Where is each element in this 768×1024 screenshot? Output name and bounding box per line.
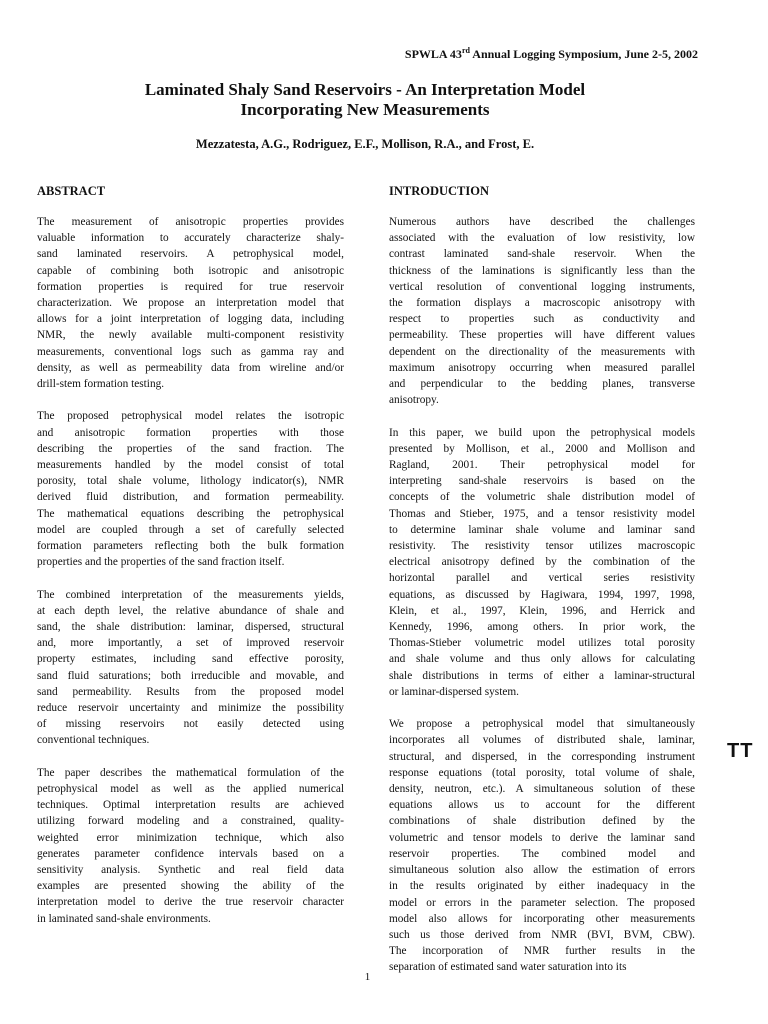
introduction-text-line: reservoir properties. The combined model and xyxy=(389,847,695,860)
introduction-paragraph xyxy=(389,425,695,700)
abstract-text-line: The proposed petrophysical model relates the isotropic xyxy=(37,410,344,423)
abstract-text-line: sand permeability. Results from the proposed model xyxy=(37,685,344,698)
introduction-text-line: structural, and dispersed, in the corresponding instrument xyxy=(389,750,695,763)
introduction-text-line: presented by Mollison, et al., 2000 and Mollison and xyxy=(389,442,695,455)
abstract-text-line: The mathematical equations describing the petrophysical xyxy=(37,507,344,520)
introduction-text-line: resistivity. The resistivity tensor utilizes macroscopic xyxy=(389,540,695,553)
abstract-text-line: and anisotropic formation properties with those xyxy=(37,426,344,439)
introduction-text-line: dependent on the directionality of the measurements with xyxy=(389,345,695,358)
abstract-text-line: sensitivity analysis. Synthetic and real field data xyxy=(37,864,344,877)
introduction-text-line: such us those derived from NMR (BVI, BVM, CBW). xyxy=(389,928,695,941)
abstract-text-line: property estimates, including sand effective porosity, xyxy=(37,653,344,666)
introduction-text-line: Thomas-Stieber volumetric model utilizes total porosity xyxy=(389,637,695,650)
abstract-text-line: characterization. We propose an interpretation model that xyxy=(37,297,344,310)
abstract-text-line: sand laminated reservoirs. A petrophysical model, xyxy=(37,248,344,261)
abstract-text-line: formation parameters reflecting both the bulk formation xyxy=(37,540,344,553)
abstract-text-line: The measurement of anisotropic properties provides xyxy=(37,216,344,228)
abstract-text-line: allows for a joint interpretation of logging data, including xyxy=(37,313,344,326)
introduction-text-line: interpreting sand-shale reservoirs is based on the xyxy=(389,475,695,488)
introduction-text-line: anisotropy. xyxy=(389,394,439,407)
introduction-text-line: concepts of the volumetric shale distribution model of xyxy=(389,491,695,504)
abstract-text-line: model are coupled through a set of carefully selected xyxy=(37,523,344,536)
introduction-text-line: permeability. These properties will have different values xyxy=(389,329,695,342)
introduction-text-line: electrical anisotropy defined by the combination of the xyxy=(389,556,695,569)
abstract-text-line: NMR, the newly available multi-component resistivity xyxy=(37,329,344,342)
introduction-text-line: model or errors in the parameter selection. The proposed xyxy=(389,896,695,909)
introduction-text-line: separation of estimated sand water saturation into its xyxy=(389,961,627,974)
abstract-text-line: derived fluid distribution, and formation permeability. xyxy=(37,491,344,504)
introduction-text-line: In this paper, we build upon the petrophysical models xyxy=(389,426,695,439)
introduction-text-line: volumetric and tensor models to derive the laminar sand xyxy=(389,831,695,844)
introduction-text-line: incorporates all volumes of distributed shale, laminar, xyxy=(389,734,695,747)
introduction-paragraph xyxy=(389,716,695,975)
left-column xyxy=(37,183,344,927)
introduction-text-line: equations, as discussed by Hagiwara, 1994, 1997, 1998, xyxy=(389,588,695,601)
abstract-text-line: drill-stem formation testing. xyxy=(37,378,165,391)
abstract-heading: ABSTRACT xyxy=(37,184,106,198)
abstract-text-line: weighted error minimization technique, which also xyxy=(37,831,344,844)
abstract-text-line: sand, the shale distribution: laminar, dispersed, structural xyxy=(37,621,344,634)
introduction-text-line: thickness of the laminations is significantly less than the xyxy=(389,264,695,277)
abstract-text-line: density, as well as permeability data from wireline and/or xyxy=(37,361,344,374)
abstract-text-line: generates parameter confidence intervals based on a xyxy=(37,847,344,860)
paper-title xyxy=(0,80,730,120)
introduction-heading: INTRODUCTION xyxy=(389,184,490,198)
introduction-body xyxy=(389,214,695,976)
abstract-text-line: properties and the properties of the sand fraction itself. xyxy=(37,556,285,569)
introduction-text-line: respect to properties such as conductivity and xyxy=(389,313,695,326)
introduction-text-line: Klein, et al., 1997, Klein, 1996, and Herrick and xyxy=(389,604,695,617)
introduction-text-line: and shale volume and thus only allows for calculating xyxy=(389,653,695,666)
introduction-text-line: Thomas and Stieber, 1975, and a tensor resistivity model xyxy=(389,507,695,520)
abstract-text-line: formation properties is required for true reservoir xyxy=(37,280,344,293)
introduction-text-line: equations allows us to account for the different xyxy=(389,799,695,812)
abstract-text-line: and, more importantly, a set of improved reservoir xyxy=(37,637,344,650)
author-list: Mezzatesta, A.G., Rodriguez, E.F., Mollison, R.A., and Frost, E. xyxy=(195,137,535,151)
introduction-text-line: We propose a petrophysical model that simultaneously xyxy=(389,718,695,731)
paper-title-line-2: Incorporating New Measurements xyxy=(240,100,490,119)
abstract-text-line: utilizing forward modeling and a constrained, quality- xyxy=(37,815,344,828)
introduction-text-line: shale distributions in terms of either a laminar-structural xyxy=(389,669,695,682)
abstract-text-line: techniques. Optimal interpretation results are achieved xyxy=(37,799,344,812)
header-superscript: rd xyxy=(461,46,470,55)
abstract-text-line: at each depth level, the relative abundance of shale and xyxy=(37,604,344,617)
abstract-paragraph xyxy=(37,214,344,392)
introduction-text-line: simultaneous solution also allow the estimation of errors xyxy=(389,864,695,877)
introduction-text-line: the formation displays a macroscopic anisotropy with xyxy=(389,297,695,310)
right-column xyxy=(389,183,695,976)
abstract-text-line: describing the properties of the sand fraction. The xyxy=(37,442,344,455)
introduction-text-line: combinations of shale distribution defined by the xyxy=(389,815,695,828)
introduction-text-line: or laminar-dispersed system. xyxy=(389,685,519,698)
abstract-text-line: conventional techniques. xyxy=(37,734,150,747)
abstract-text-line: measurements handled by the model consist of total xyxy=(37,459,344,472)
abstract-paragraph xyxy=(37,765,344,927)
abstract-text-line: reduce reservoir uncertainty and minimize the possibility xyxy=(37,702,344,715)
abstract-text-line: petrophysical model as well as the applied numerical xyxy=(37,783,344,796)
abstract-text-line: examples are presented showing the ability of the xyxy=(37,880,344,893)
abstract-text-line: porosity, total shale volume, lithology indicator(s), NMR xyxy=(37,475,344,488)
header-text-after: Annual Logging Symposium, June 2-5, 2002 xyxy=(469,47,698,61)
introduction-text-line: Ragland, 2001. Their petrophysical model for xyxy=(389,459,695,472)
introduction-text-line: to determine laminar shale volume and laminar sand xyxy=(389,523,695,536)
abstract-text-line: in laminated sand-shale environments. xyxy=(37,912,211,925)
running-header xyxy=(405,47,698,62)
margin-mark: TT xyxy=(727,740,754,762)
abstract-text-line: The paper describes the mathematical formulation of the xyxy=(37,766,344,779)
introduction-text-line: response equations (total porosity, total volume of shale, xyxy=(389,766,695,779)
abstract-text-line: valuable information to accurately characterize shaly- xyxy=(37,232,344,245)
abstract-text-line: interpretation model to derive the true reservoir character xyxy=(37,896,344,909)
introduction-text-line: The incorporation of NMR further results in the xyxy=(389,945,695,958)
abstract-text-line: measurements, conventional logs such as gamma ray and xyxy=(37,345,344,358)
header-text-before: SPWLA 43 xyxy=(404,47,462,61)
abstract-text-line: of missing reservoirs not easily detected using xyxy=(37,718,344,731)
abstract-paragraph xyxy=(37,408,344,570)
introduction-text-line: associated with the evaluation of low resistivity, low xyxy=(389,232,695,245)
introduction-text-line: density, neutron, etc.). A simultaneous solution of these xyxy=(389,783,695,796)
abstract-paragraph xyxy=(37,587,344,749)
paper-title-line-1: Laminated Shaly Sand Reservoirs - An Interpretation Model xyxy=(144,80,586,99)
introduction-text-line: vertical resolution of conventional logging instruments, xyxy=(389,280,695,293)
introduction-text-line: contrast laminated sand-shale reservoir. When the xyxy=(389,248,695,261)
abstract-text-line: The combined interpretation of the measurements yields, xyxy=(37,588,344,601)
introduction-text-line: Kennedy, 1996, among others. In prior work, the xyxy=(389,621,695,634)
introduction-text-line: maximum anisotropy occurring when measured parallel xyxy=(389,361,695,374)
introduction-text-line: and perpendicular to the bedding planes, transverse xyxy=(389,378,695,391)
introduction-text-line: Numerous authors have described the challenges xyxy=(389,216,695,228)
abstract-body xyxy=(37,214,344,927)
introduction-text-line: model also allows for incorporating other measurements xyxy=(389,912,695,925)
page-number: 1 xyxy=(364,971,371,983)
introduction-text-line: in the results originated by either inadequacy in the xyxy=(389,880,695,893)
abstract-text-line: capable of combining both isotropic and anisotropic xyxy=(37,264,344,277)
introduction-text-line: horizontal parallel and vertical series resistivity xyxy=(389,572,695,585)
abstract-text-line: sand fluid saturations; both irreducible and movable, and xyxy=(37,669,344,682)
introduction-paragraph xyxy=(389,214,695,408)
